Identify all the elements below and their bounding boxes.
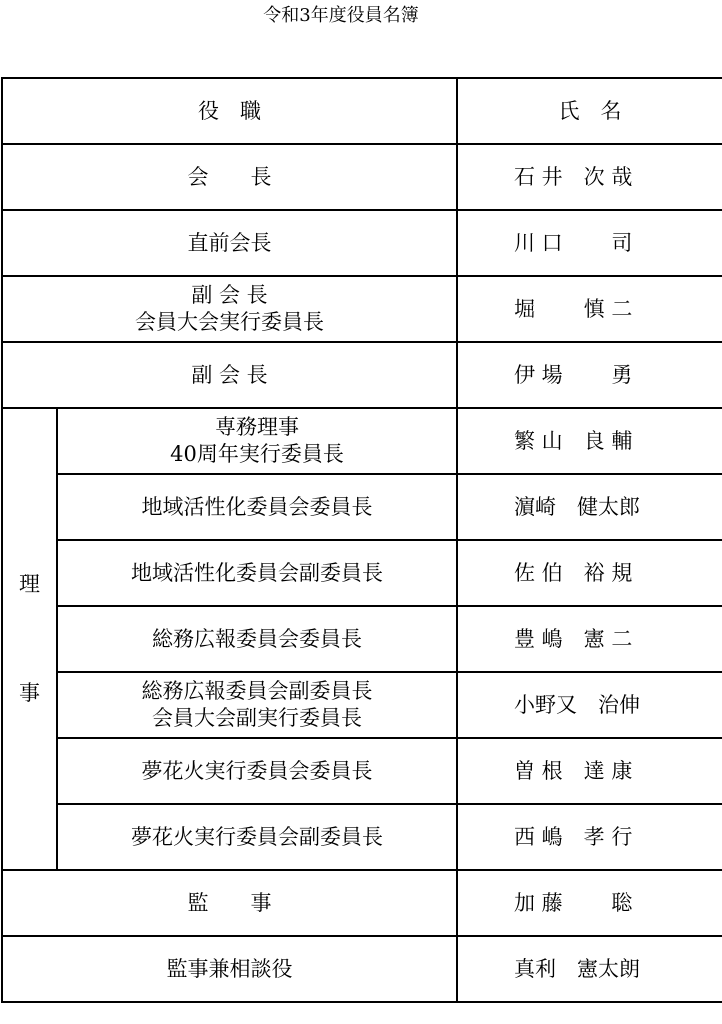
name-cell: 曽 根 達 康 — [457, 738, 722, 804]
table-row — [2, 540, 722, 606]
table-row — [2, 276, 722, 342]
name-cell: 濵崎 健太郎 — [457, 474, 722, 540]
table-row — [2, 804, 722, 870]
table-row — [2, 870, 722, 936]
role-cell: 副 会 長 — [2, 342, 457, 408]
name-cell: 豊 嶋 憲 二 — [457, 606, 722, 672]
role-cell: 総務広報委員会委員長 — [57, 606, 457, 672]
role-cell: 監 事 — [2, 870, 457, 936]
role-cell: 会 長 — [2, 144, 457, 210]
name-cell: 堀 慎 二 — [457, 276, 722, 342]
table-row — [2, 936, 722, 1002]
role-cell: 総務広報委員会副委員長 会員大会副実行委員長 — [57, 672, 457, 738]
director-label-char: 事 — [19, 681, 40, 705]
table-row — [2, 606, 722, 672]
director-label-char: 理 — [19, 572, 40, 596]
officer-roster-table — [1, 77, 722, 1003]
document-title: 令和3年度役員名簿 — [263, 5, 419, 26]
table-row — [2, 738, 722, 804]
role-column-header: 役 職 — [2, 78, 457, 144]
name-cell: 真利 憲太朗 — [457, 936, 722, 1002]
table-row — [2, 672, 722, 738]
name-cell: 佐 伯 裕 規 — [457, 540, 722, 606]
role-cell: 副 会 長 会員大会実行委員長 — [2, 276, 457, 342]
role-cell: 夢花火実行委員会副委員長 — [57, 804, 457, 870]
name-cell: 伊 場 勇 — [457, 342, 722, 408]
table-row — [2, 210, 722, 276]
header-row — [2, 78, 722, 144]
table-row — [2, 408, 722, 474]
role-cell: 地域活性化委員会委員長 — [57, 474, 457, 540]
name-cell: 加 藤 聡 — [457, 870, 722, 936]
name-column-header: 氏 名 — [457, 78, 722, 144]
role-cell: 夢花火実行委員会委員長 — [57, 738, 457, 804]
name-cell: 小野又 治伸 — [457, 672, 722, 738]
name-cell: 繁 山 良 輔 — [457, 408, 722, 474]
role-cell: 監事兼相談役 — [2, 936, 457, 1002]
role-cell: 専務理事 40周年実行委員長 — [57, 408, 457, 474]
role-cell: 地域活性化委員会副委員長 — [57, 540, 457, 606]
name-cell: 川 口 司 — [457, 210, 722, 276]
table-row — [2, 342, 722, 408]
table-row — [2, 144, 722, 210]
name-cell: 石 井 次 哉 — [457, 144, 722, 210]
role-cell: 直前会長 — [2, 210, 457, 276]
table-row — [2, 474, 722, 540]
name-cell: 西 嶋 孝 行 — [457, 804, 722, 870]
director-group-label — [2, 408, 57, 870]
